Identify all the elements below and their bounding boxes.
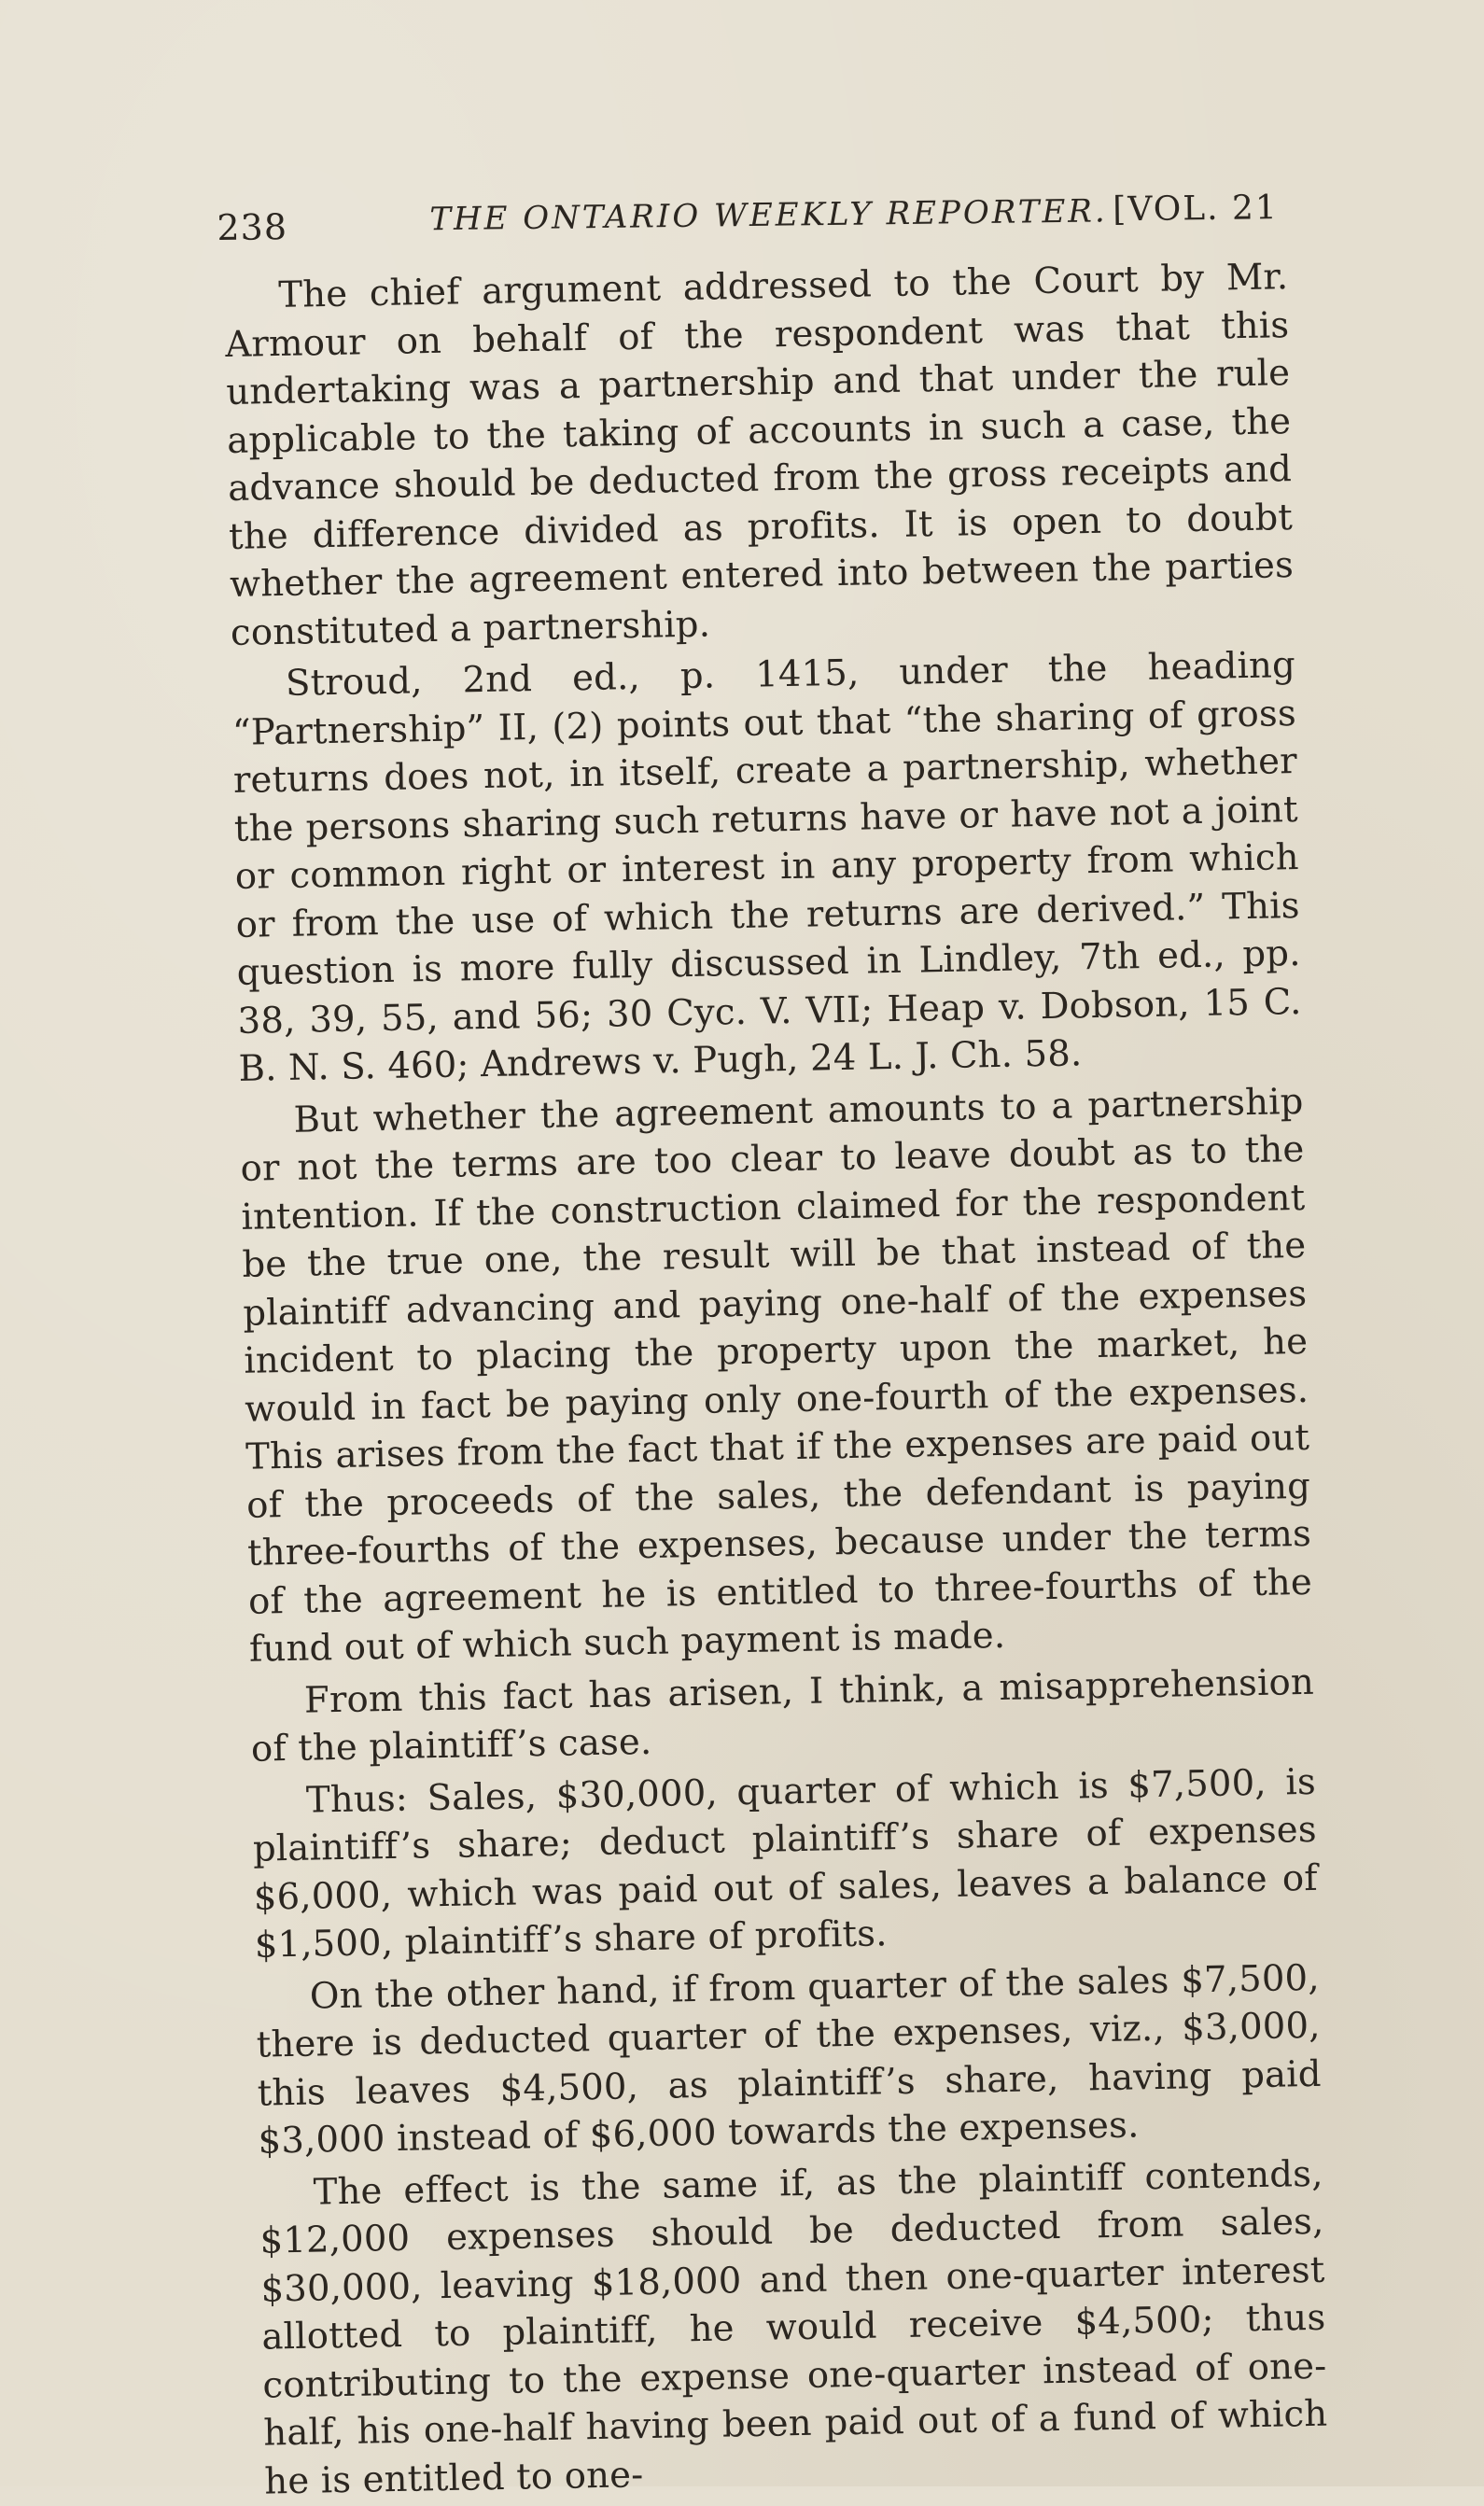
paragraph-4: From this fact has arisen, I think, a misapprehension of the plaintiff’s case. — [250, 1660, 1315, 1771]
volume-label: [VOL. 21 — [1113, 189, 1280, 230]
running-title: THE ONTARIO WEEKLY REPORTER. — [429, 192, 1108, 239]
paragraph-5: Thus: Sales, $30,000, quarter of which is $7,500, is plaintiff’s share; deduct plaintiff’s share of expenses $6,000, which was paid out of sales, leaves a balance of $1,500, plaintiff’s share of profits. — [252, 1760, 1319, 1967]
paragraph-2: Stroud, 2nd ed., p. 1415, under the heading “Partnership” II, (2) points out that “the sharing of gross returns does not, in itself, create a partnership, whether the persons sharing such returns have or have not a joint or common right or interest in any property from which or from the use of which the returns are derived.” This question is more fully discussed in Lindley, 7th ed., pp. 38, 39, 55, and 56; 30 Cyc. V. VII; Heap v. Dobson, 15 C. B. N. S. 460; Andrews v. Pugh, 24 L. J. Ch. 58. — [231, 644, 1302, 1090]
body-text — [224, 253, 1329, 2505]
page-number: 238 — [217, 206, 288, 248]
paragraph-1: The chief argument addressed to the Court by Mr. Armour on behalf of the respondent was that this undertaking was a partnership and that under the rule applicable to the taking of accounts in such a case, the advance should be deducted from the gross receipts and the difference divided as profits. It is open to doubt whether the agreement entered into between the parties constituted a partnership. — [224, 256, 1295, 654]
page-header — [217, 181, 1281, 250]
paragraph-7: The effect is the same if, as the plaintiff contends, $12,000 expenses should be deducted from sales, $30,000, leaving $18,000 and then one-quarter interest allotted to plaintiff, he would receive $4,500; thus contributing to the expense one-quarter instead of one-half, his one-half having been paid out of a fund of which he is entitled to one- — [259, 2152, 1328, 2503]
paragraph-3: But whether the agreement amounts to a partnership or not the terms are too clear to leave doubt as to the intention. If the construction claimed for the respondent be the true one, the result will be that instead of the plaintiff advancing and paying one-half of the expenses incident to placing the property upon the market, he would in fact be paying only one-fourth of the expenses. This arises from the fact that if the expenses are paid out of the proceeds of the sales, the defendant is paying three-fourths of the expenses, because under the terms of the agreement he is entitled to three-fourths of the fund out of which such payment is made. — [240, 1080, 1313, 1671]
paragraph-6: On the other hand, if from quarter of the sales $7,500, there is deducted quarter of the expenses, viz., $3,000, this leaves $4,500, as plaintiff’s share, having paid $3,000 instead of $6,000 towards the expenses. — [256, 1956, 1322, 2163]
